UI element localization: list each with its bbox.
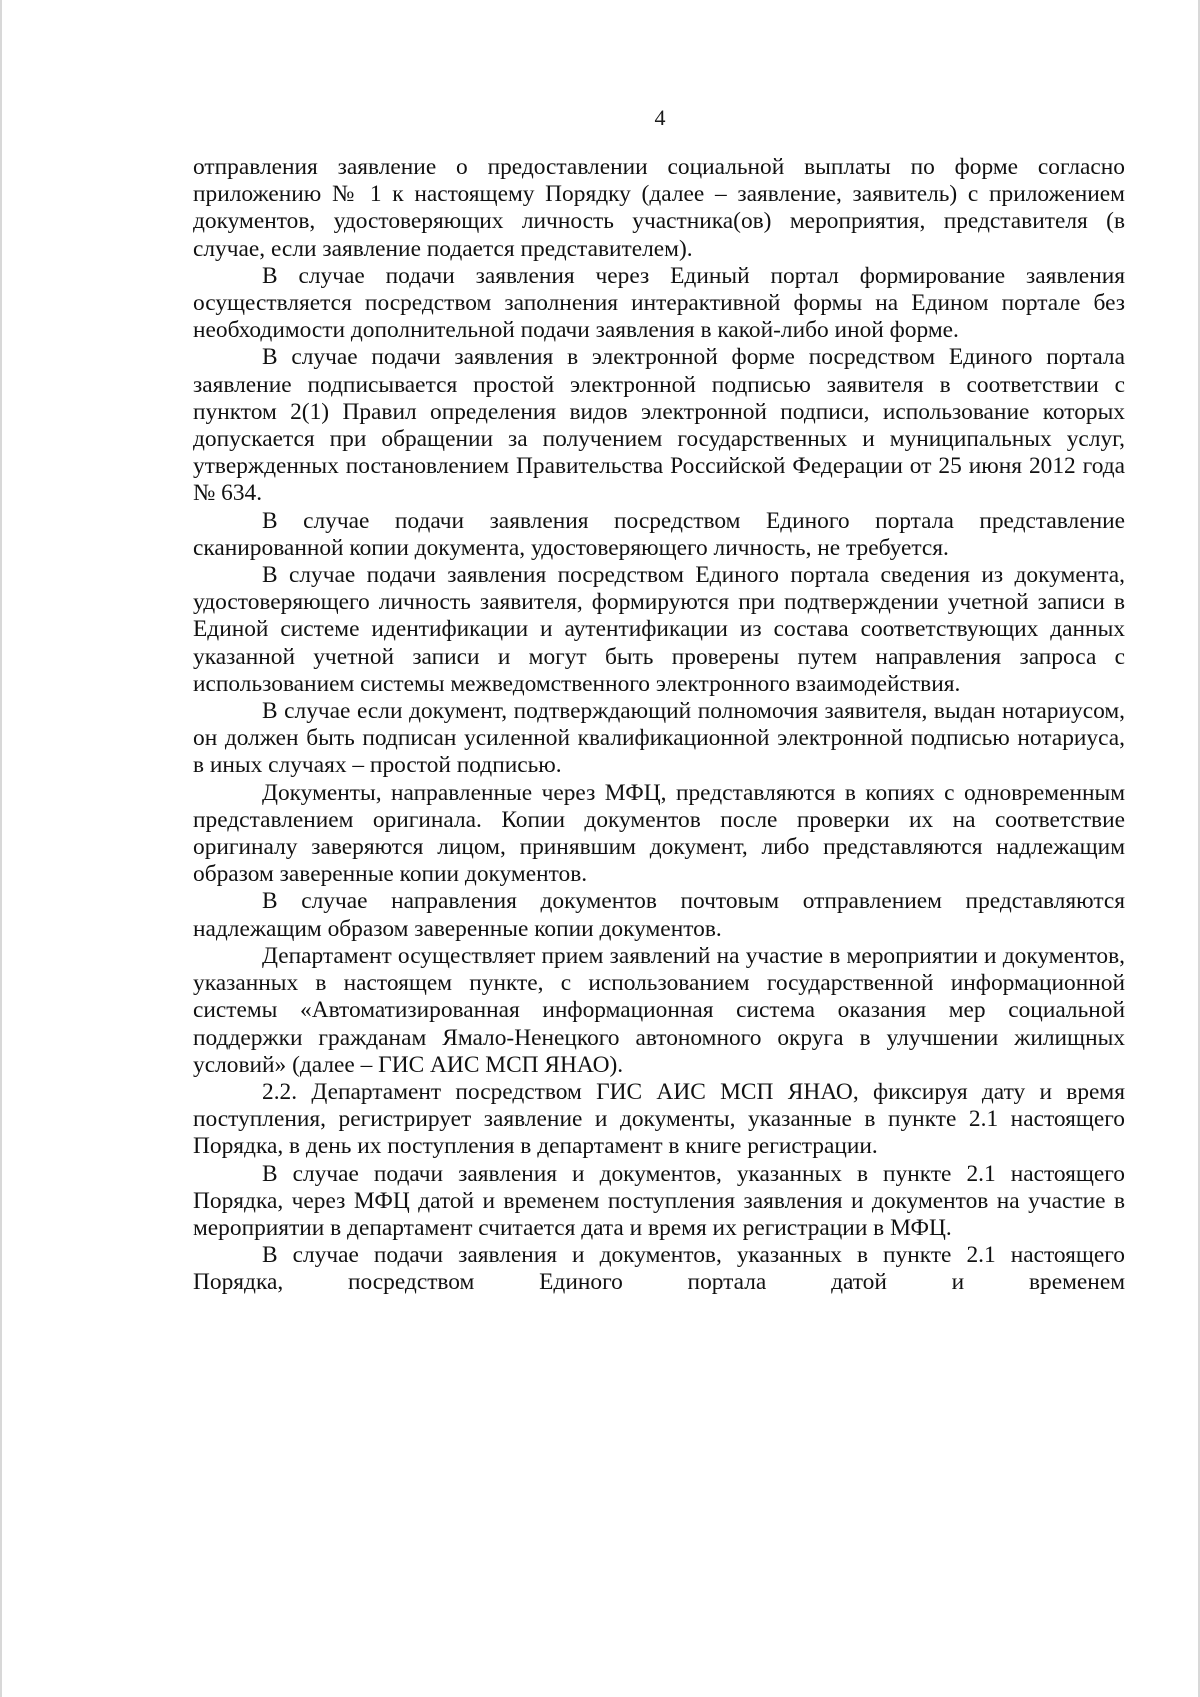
paragraph-portal-registration: В случае подачи заявления и документов, указанных в пункте 2.1 настоящего Порядка, посредством Единого портала датой и временем	[193, 1242, 1125, 1296]
paragraph-postal-documents: В случае направления документов почтовым отправлением представляются надлежащим образом заверенные копии документов.	[193, 888, 1125, 942]
paragraph-section-2-2: 2.2. Департамент посредством ГИС АИС МСП ЯНАО, фиксируя дату и время поступления, регистрирует заявление и документы, указанные в пункте 2.1 настоящего Порядка, в день их поступления в департамент в книге регистрации.	[193, 1078, 1125, 1160]
page-number: 4	[654, 105, 666, 130]
paragraph-electronic-signature: В случае подачи заявления в электронной форме посредством Единого портала заявление подписывается простой электронной подписью заявителя в соответствии с пунктом 2(1) Правил определения видов электронной подписи, использование которых допускается при обращении за получением государственных и муниципальных услуг, утвержденных постановлением Правительства Российской Федерации от 25 июня 2012 года № 634.	[193, 344, 1125, 507]
paragraph-continuation: отправления заявление о предоставлении социальной выплаты по форме согласно приложению № 1 к настоящему Порядку (далее – заявление, заявитель) с приложением документов, удостоверяющих личность участника(ов) мероприятия, представителя (в случае, если заявление подается представителем).	[193, 154, 1125, 262]
paragraph-notary-document: В случае если документ, подтверждающий полномочия заявителя, выдан нотариусом, он должен быть подписан усиленной квалификационной электронной подписью нотариуса, в иных случаях – простой подписью.	[193, 698, 1125, 779]
paragraph-scanned-copy: В случае подачи заявления посредством Единого портала представление сканированной копии документа, удостоверяющего личность, не требуется.	[193, 507, 1125, 561]
scan-edge-left	[0, 0, 2, 1697]
paragraph-mfc-registration: В случае подачи заявления и документов, указанных в пункте 2.1 настоящего Порядка, через МФЦ датой и временем поступления заявления и документов на участие в мероприятии в департамент считается дата и время их регистрации в МФЦ.	[193, 1160, 1125, 1241]
paragraph-mfc-documents: Документы, направленные через МФЦ, представляются в копиях с одновременным представлением оригинала. Копии документов после проверки их на соответствие оригиналу заверяются лицом, принявшим документ, либо представляются надлежащим образом заверенные копии документов.	[193, 779, 1125, 888]
document-body	[193, 154, 1125, 1297]
paragraph-single-portal-form: В случае подачи заявления через Единый портал формирование заявления осуществляется посредством заполнения интерактивной формы на Едином портале без необходимости дополнительной подачи заявления в какой-либо иной форме.	[193, 262, 1125, 344]
paragraph-department-intake: Департамент осуществляет прием заявлений на участие в мероприятии и документов, указанных в настоящем пункте, с использованием государственной информационной системы «Автоматизированная информационная система оказания мер социальной поддержки гражданам Ямало-Ненецкого автономного округа в улучшении жилищных условий» (далее – ГИС АИС МСП ЯНАО).	[193, 942, 1125, 1078]
paragraph-identity-data: В случае подачи заявления посредством Единого портала сведения из документа, удостоверяющего личность заявителя, формируются при подтверждении учетной записи в Единой системе идентификации и аутентификации из состава соответствующих данных указанной учетной записи и могут быть проверены путем направления запроса с использованием системы межведомственного электронного взаимодействия.	[193, 562, 1125, 697]
